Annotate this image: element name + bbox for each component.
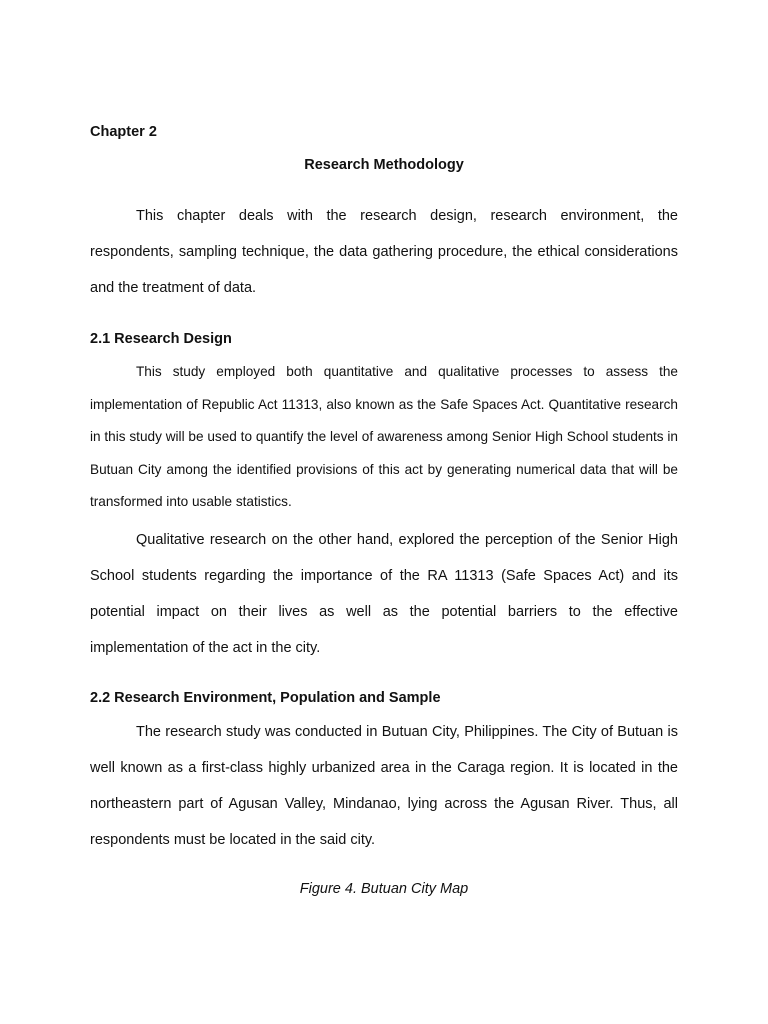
- research-design-paragraph-1: This study employed both quantitative and qualitative processes to assess the implementation of Republic Act 11313, also known as the Safe Spaces Act. Quantitative research in this study will be used to quantify the level of awareness among Senior High School students in Butuan City among the identified provisions of this act by generating numerical data that will be transformed into usable statistics.: [90, 364, 678, 509]
- section-heading-research-design: 2.1 Research Design: [90, 331, 232, 347]
- section-heading-research-environment: 2.2 Research Environment, Population and Sample: [90, 690, 441, 706]
- figure-caption: Figure 4. Butuan City Map: [299, 881, 469, 897]
- research-environment-paragraph: The research study was conducted in Butuan City, Philippines. The City of Butuan is well known as a first-class highly urbanized area in the Caraga region. It is located in the northeastern part of Agusan Valley, Mindanao, lying across the Agusan River. Thus, all respondents must be located in the said city.: [90, 724, 678, 848]
- research-design-paragraph-2: Qualitative research on the other hand, explored the perception of the Senior High School students regarding the importance of the RA 11313 (Safe Spaces Act) and its potential impact on their lives as well as the potential barriers to the effective implementation of the act in the city.: [90, 532, 678, 656]
- chapter-title: Research Methodology: [304, 157, 464, 173]
- chapter-label: Chapter 2: [90, 124, 157, 140]
- intro-paragraph: This chapter deals with the research design, research environment, the respondents, sampling technique, the data gathering procedure, the ethical considerations and the treatment of data.: [90, 208, 678, 296]
